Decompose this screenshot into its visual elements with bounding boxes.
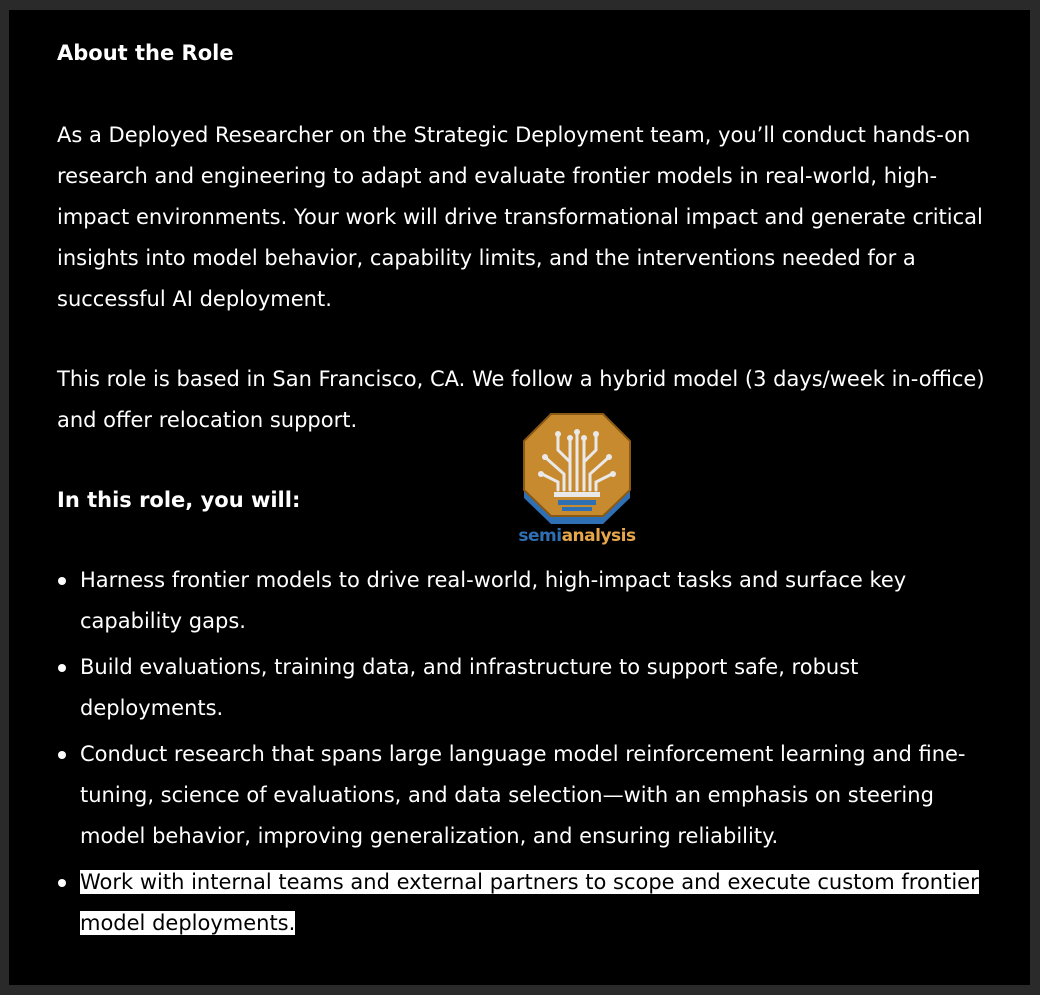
- responsibilities-list: [57, 560, 997, 944]
- highlighted-text: Work with internal teams and external partners to scope and execute custom frontier model deployments.: [80, 870, 979, 935]
- list-item-text: Conduct research that spans large language model reinforcement learning and fine-tuning, science of evaluations, and data selection—with an emphasis on steering model behavior, improving generalization, and ensuring reliability.: [80, 742, 966, 848]
- role-summary-paragraph: As a Deployed Researcher on the Strategic Deployment team, you’ll conduct hands-on research and engineering to adapt and evaluate frontier models in real-world, high-impact environments. Your work will drive transformational impact and generate critical insights into model behavior, capability limits, and the interventions needed for a successful AI deployment.: [57, 123, 983, 311]
- list-item: [57, 560, 997, 642]
- location-paragraph: This role is based in San Francisco, CA. We follow a hybrid model (3 days/week in-office) and offer relocation support.: [57, 367, 985, 432]
- watermark-label-part1: semi: [518, 526, 562, 546]
- list-item-highlighted: [57, 862, 997, 944]
- watermark-label-part2: analysis: [561, 526, 636, 546]
- list-item-text: Build evaluations, training data, and infrastructure to support safe, robust deployments.: [80, 655, 859, 720]
- section-heading: About the Role: [57, 41, 234, 65]
- semianalysis-logo-icon: [518, 412, 636, 526]
- list-item: [57, 734, 997, 857]
- list-item-text: Harness frontier models to drive real-world, high-impact tasks and surface key capability gaps.: [80, 568, 907, 633]
- semianalysis-watermark: [518, 412, 636, 548]
- responsibilities-heading: In this role, you will:: [57, 488, 301, 512]
- list-item: [57, 647, 997, 729]
- watermark-label: [514, 526, 640, 546]
